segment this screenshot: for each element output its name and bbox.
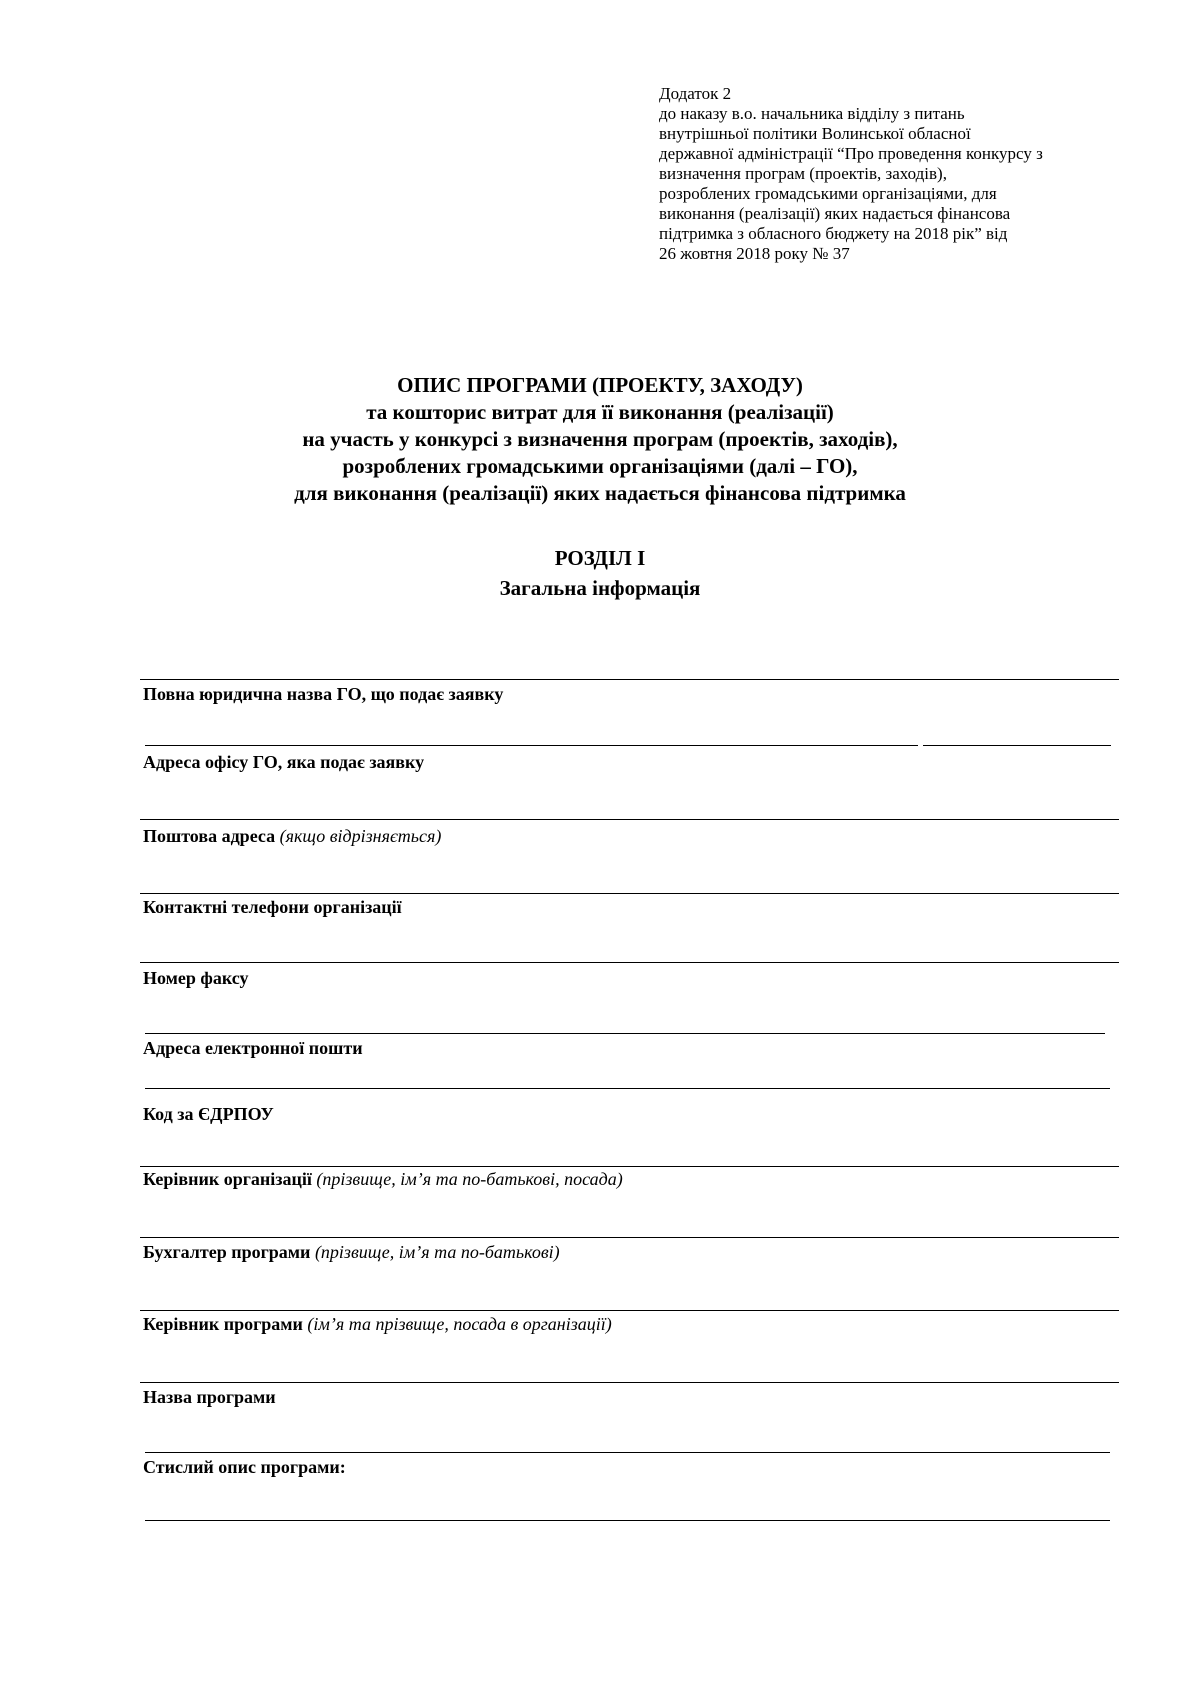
field-label-accountant <box>143 1241 560 1263</box>
section-heading <box>0 543 1200 603</box>
field-line[interactable] <box>145 1520 1110 1521</box>
field-line[interactable] <box>140 962 1119 963</box>
field-note: (прізвище, ім’я та по-батькові, посада) <box>316 1169 623 1189</box>
field-label-postal-address <box>143 825 441 847</box>
field-label-text: Керівник програми <box>143 1314 308 1334</box>
field-label-text: Стислий опис програми: <box>143 1457 346 1477</box>
annex-line: до наказу в.о. начальника відділу з питань <box>659 104 965 123</box>
field-line[interactable] <box>145 1033 1105 1034</box>
annex-line: визначення програм (проектів, заходів), <box>659 164 947 183</box>
field-label-text: Номер факсу <box>143 968 249 988</box>
field-label-phones <box>143 896 402 918</box>
section-title: РОЗДІЛ І <box>554 546 646 570</box>
field-line[interactable] <box>145 1088 1110 1089</box>
annex-block <box>659 84 1129 264</box>
annex-line: Додаток 2 <box>659 84 732 103</box>
title-line: для виконання (реалізації) яких надається фінансова підтримка <box>294 481 906 505</box>
annex-line: розроблених громадськими організаціями, для <box>659 184 997 203</box>
field-label-text: Бухгалтер програми <box>143 1242 315 1262</box>
field-line[interactable] <box>140 1166 1119 1167</box>
field-line[interactable] <box>140 1382 1119 1383</box>
section-subtitle: Загальна інформація <box>499 576 701 600</box>
field-label-text: Назва програми <box>143 1387 276 1407</box>
field-note: (ім’я та прізвище, посада в організації) <box>307 1314 612 1334</box>
title-line: на участь у конкурсі з визначення програм (проектів, заходів), <box>302 427 898 451</box>
annex-line: державної адміністрації “Про проведення конкурсу з <box>659 144 1043 163</box>
field-line[interactable] <box>145 745 918 746</box>
field-label-text: Поштова адреса <box>143 826 280 846</box>
field-label-text: Адреса офісу ГО, яка подає заявку <box>143 752 425 772</box>
annex-line: 26 жовтня 2018 року № 37 <box>659 244 850 263</box>
field-label-full-name <box>143 683 503 705</box>
field-label-fax <box>143 967 249 989</box>
field-label-program-summary <box>143 1456 346 1478</box>
field-label-edrpou <box>143 1103 274 1125</box>
field-label-office-address <box>143 751 424 773</box>
annex-line: внутрішньої політики Волинської обласної <box>659 124 971 143</box>
field-label-text: Контактні телефони організації <box>143 897 402 917</box>
field-label-text: Адреса електронної пошти <box>143 1038 363 1058</box>
field-label-org-head <box>143 1168 623 1190</box>
field-label-text: Керівник організації <box>143 1169 317 1189</box>
field-note: (якщо відрізняється) <box>279 826 442 846</box>
field-line[interactable] <box>145 1452 1110 1453</box>
annex-line: виконання (реалізації) яких надається фінансова <box>659 204 1011 223</box>
field-line[interactable] <box>140 893 1119 894</box>
field-label-program-head <box>143 1313 612 1335</box>
field-label-text: Повна юридична назва ГО, що подає заявку <box>143 684 504 704</box>
field-label-program-name <box>143 1386 276 1408</box>
field-line[interactable] <box>923 745 1111 746</box>
title-line: та кошторис витрат для її виконання (реалізації) <box>366 400 834 424</box>
field-label-email <box>143 1037 363 1059</box>
field-line[interactable] <box>140 819 1119 820</box>
annex-line: підтримка з обласного бюджету на 2018 рік” від <box>659 224 1008 243</box>
field-line[interactable] <box>140 1237 1119 1238</box>
field-line[interactable] <box>140 679 1119 680</box>
field-label-text: Код за ЄДРПОУ <box>143 1104 274 1124</box>
field-line[interactable] <box>140 1310 1119 1311</box>
field-note: (прізвище, ім’я та по-батькові) <box>314 1242 560 1262</box>
title-line: розроблених громадськими організаціями (далі – ГО), <box>342 454 858 478</box>
document-title <box>0 372 1200 507</box>
title-line: ОПИС ПРОГРАМИ (ПРОЕКТУ, ЗАХОДУ) <box>397 373 803 397</box>
